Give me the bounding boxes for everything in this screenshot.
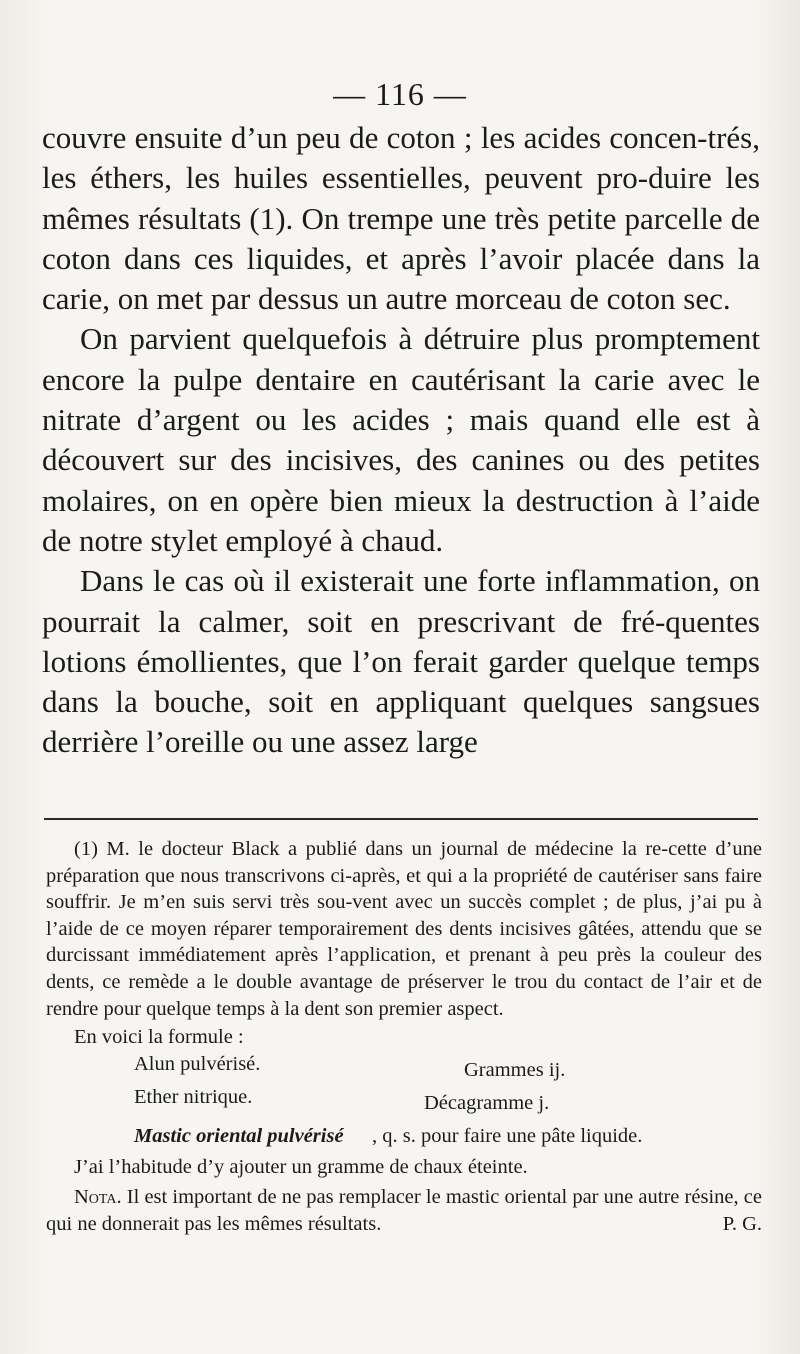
formula-intro: En voici la formule : xyxy=(74,1026,244,1049)
formula-ingredient: Alun pulvérisé. xyxy=(134,1052,261,1075)
formula-quantity: , q. s. pour faire une pâte liquide. xyxy=(372,1124,643,1147)
page-number: — 116 — xyxy=(333,76,467,112)
formula-ingredient: Ether nitrique. xyxy=(134,1085,253,1108)
signature: P. G. xyxy=(722,1212,762,1235)
footnote-divider xyxy=(44,818,758,820)
nota-label: Nota. xyxy=(74,1186,122,1209)
formula-row xyxy=(46,1084,762,1114)
formula-ingredient: Mastic oriental pulvérisé xyxy=(134,1124,344,1147)
formula-quantity: Décagramme j. xyxy=(424,1091,550,1114)
formula-quantity: Grammes ij. xyxy=(464,1058,566,1081)
formula-note: J’ai l’habitude d’y ajouter un gramme de chaux éteinte. xyxy=(74,1155,528,1178)
nota xyxy=(46,1184,762,1237)
paragraph: Dans le cas où il existerait une forte inflammation, on pourrait la calmer, soit en prescrivant de fré-quentes lotions émollientes, que l’on ferait garder quelque temps dans la bouche, soit en appliquant quelques sangsues derrière l’oreille ou une assez large xyxy=(42,563,760,760)
footnote-text: (1) M. le docteur Black a publié dans un journal de médecine la re-cette d’une préparation que nous transcrivons ci-après, et qui a la propriété de cautériser sans faire souffrir. Je m’en suis servi très sou-vent avec un succès complet ; de plus, j’ai pu à l’aide de ce moyen réparer temporairement des dents incisives gâtées, attendu que se durcissant immédiatement après l’application, et prenant à peu près la couleur des dents, ce remède a le double avantage de préserver le trou du contact de l’air et de rendre pour quelque temps à la dent son premier aspect. xyxy=(46,838,762,1020)
main-text xyxy=(42,118,760,763)
formula-row xyxy=(46,1051,762,1081)
nota-text: Il est important de ne pas remplacer le mastic oriental par une autre résine, ce qui ne donnerait pas les mêmes résultats. xyxy=(46,1186,762,1235)
paragraph: couvre ensuite d’un peu de coton ; les acides concen-trés, les éthers, les huiles essentielles, peuvent pro-duire les mêmes résultats (1). On trempe une très petite parcelle de coton dans ces liquides, et après l’avoir placée dans la carie, on met par dessus un autre morceau de coton sec. xyxy=(42,120,760,317)
footnote xyxy=(46,836,762,1238)
paragraph: On parvient quelquefois à détruire plus promptement encore la pulpe dentaire en cautérisant la carie avec le nitrate d’argent ou les acides ; mais quand elle est à découvert sur des incisives, des canines ou des petites molaires, on en opère bien mieux la destruction à l’aide de notre stylet employé à chaud. xyxy=(42,321,760,558)
formula-row xyxy=(46,1123,762,1150)
